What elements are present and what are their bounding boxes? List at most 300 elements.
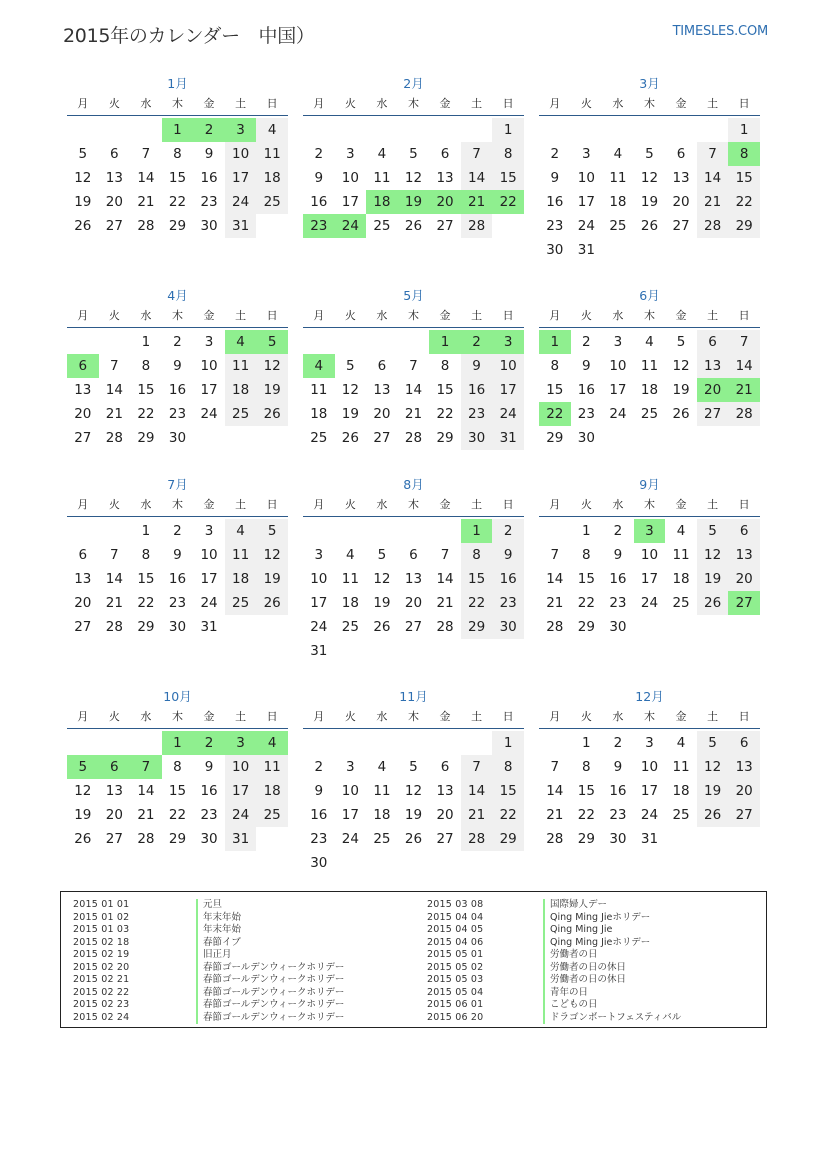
month-4 bbox=[67, 285, 288, 450]
day-cell: 24 bbox=[492, 402, 524, 426]
holiday-date: 2015 05 01 bbox=[427, 949, 484, 960]
holiday-day-cell: 20 bbox=[697, 378, 729, 402]
day-cell: 26 bbox=[404, 218, 423, 234]
day-cell: 24 bbox=[609, 406, 627, 422]
month-10 bbox=[67, 686, 288, 851]
holiday-name: 春節ゴールデンウィークホリデー bbox=[196, 962, 344, 975]
day-cell: 30 bbox=[546, 242, 564, 258]
weekday-label: 月 bbox=[77, 97, 89, 110]
day-cell: 29 bbox=[168, 831, 187, 847]
day-cell: 24 bbox=[200, 406, 218, 422]
empty-cell bbox=[697, 118, 729, 142]
weekday-label: 水 bbox=[612, 309, 624, 322]
day-cell: 6 bbox=[78, 547, 88, 563]
day-grid bbox=[67, 328, 288, 450]
day-cell: 28 bbox=[404, 430, 423, 446]
weekday-header bbox=[67, 496, 288, 517]
day-cell: 11 bbox=[672, 547, 690, 563]
day-grid bbox=[67, 116, 288, 238]
month-11 bbox=[303, 686, 524, 875]
day-cell: 23 bbox=[200, 807, 218, 823]
day-cell: 23 bbox=[492, 591, 524, 615]
day-cell: 22 bbox=[168, 807, 187, 823]
empty-cell bbox=[366, 519, 398, 543]
day-cell: 13 bbox=[728, 755, 760, 779]
day-cell: 2 bbox=[314, 146, 324, 162]
day-cell: 26 bbox=[697, 803, 729, 827]
holiday-day-cell: 21 bbox=[728, 378, 760, 402]
weekday-label: 金 bbox=[439, 309, 451, 322]
month-1 bbox=[67, 73, 288, 238]
weekday-header bbox=[539, 496, 760, 517]
day-cell: 17 bbox=[640, 571, 659, 587]
day-cell: 5 bbox=[256, 519, 288, 543]
day-cell: 30 bbox=[492, 615, 524, 639]
day-cell: 17 bbox=[609, 382, 627, 398]
day-cell: 13 bbox=[404, 571, 423, 587]
day-cell: 9 bbox=[582, 358, 591, 374]
empty-cell bbox=[602, 118, 634, 142]
day-cell: 28 bbox=[105, 430, 123, 446]
holiday-day-cell: 5 bbox=[256, 330, 288, 354]
day-cell: 16 bbox=[577, 382, 595, 398]
holiday-name: Qing Ming Jieホリデー bbox=[543, 937, 650, 950]
day-cell: 31 bbox=[225, 827, 257, 851]
day-cell: 26 bbox=[341, 430, 359, 446]
empty-cell bbox=[366, 731, 398, 755]
holiday-day-cell: 1 bbox=[461, 519, 493, 543]
weekday-label: 月 bbox=[549, 710, 561, 723]
holiday-day-cell: 3 bbox=[492, 330, 524, 354]
month-12 bbox=[539, 686, 760, 851]
weekday-label: 金 bbox=[675, 97, 687, 110]
weekday-label: 火 bbox=[344, 309, 356, 322]
day-cell: 12 bbox=[256, 543, 288, 567]
day-cell: 12 bbox=[697, 543, 729, 567]
day-cell: 29 bbox=[137, 430, 155, 446]
day-cell: 2 bbox=[492, 519, 524, 543]
day-cell: 9 bbox=[613, 759, 623, 775]
day-cell: 29 bbox=[492, 827, 524, 851]
day-cell: 18 bbox=[310, 406, 328, 422]
day-cell: 28 bbox=[546, 831, 564, 847]
day-cell: 16 bbox=[310, 194, 328, 210]
weekday-label: 水 bbox=[140, 97, 152, 110]
holiday-day-cell: 20 bbox=[429, 190, 461, 214]
holiday-day-cell: 1 bbox=[162, 118, 194, 142]
weekday-label: 水 bbox=[612, 710, 624, 723]
weekday-label: 火 bbox=[344, 97, 356, 110]
brand-link[interactable]: TIMESLES.COM bbox=[672, 24, 768, 39]
weekday-label: 木 bbox=[171, 710, 183, 723]
empty-cell bbox=[335, 118, 367, 142]
month-3 bbox=[539, 73, 760, 262]
day-cell: 8 bbox=[550, 358, 560, 374]
day-cell: 2 bbox=[173, 334, 182, 350]
day-cell: 14 bbox=[105, 382, 123, 398]
day-cell: 5 bbox=[409, 759, 418, 775]
day-cell: 16 bbox=[546, 194, 564, 210]
day-cell: 20 bbox=[105, 807, 123, 823]
weekday-label: 土 bbox=[471, 97, 483, 110]
day-cell: 15 bbox=[728, 166, 760, 190]
day-cell: 3 bbox=[346, 759, 355, 775]
day-cell: 20 bbox=[404, 595, 423, 611]
day-cell: 27 bbox=[728, 803, 760, 827]
day-cell: 29 bbox=[728, 214, 760, 238]
day-cell: 12 bbox=[341, 382, 359, 398]
weekday-header bbox=[539, 708, 760, 729]
day-cell: 23 bbox=[168, 595, 187, 611]
day-cell: 15 bbox=[168, 170, 187, 186]
day-cell: 14 bbox=[546, 571, 564, 587]
month-title: 5月 bbox=[403, 288, 424, 303]
day-cell: 12 bbox=[404, 783, 423, 799]
weekday-header bbox=[303, 307, 524, 328]
weekday-label: 金 bbox=[439, 710, 451, 723]
day-cell: 25 bbox=[225, 402, 257, 426]
day-cell: 16 bbox=[609, 571, 627, 587]
weekday-label: 火 bbox=[580, 97, 592, 110]
day-cell: 14 bbox=[404, 382, 423, 398]
day-cell: 28 bbox=[137, 218, 155, 234]
holiday-date: 2015 01 03 bbox=[73, 924, 130, 935]
month-title: 3月 bbox=[639, 76, 660, 91]
day-cell: 26 bbox=[74, 831, 92, 847]
day-cell: 13 bbox=[105, 170, 123, 186]
empty-cell bbox=[398, 330, 430, 354]
day-cell: 30 bbox=[577, 430, 595, 446]
day-cell: 17 bbox=[341, 194, 359, 210]
day-cell: 31 bbox=[640, 831, 659, 847]
weekday-label: 日 bbox=[266, 498, 278, 511]
empty-cell bbox=[665, 118, 697, 142]
day-cell: 18 bbox=[256, 779, 288, 803]
month-title: 9月 bbox=[639, 477, 660, 492]
day-cell: 5 bbox=[697, 519, 729, 543]
empty-cell bbox=[303, 118, 335, 142]
day-cell: 9 bbox=[550, 170, 560, 186]
day-cell: 23 bbox=[168, 406, 187, 422]
day-cell: 6 bbox=[409, 547, 418, 563]
month-title: 8月 bbox=[403, 477, 424, 492]
day-cell: 5 bbox=[645, 146, 654, 162]
day-cell: 9 bbox=[613, 547, 623, 563]
empty-cell bbox=[366, 330, 398, 354]
weekday-label: 月 bbox=[549, 97, 561, 110]
day-cell: 12 bbox=[74, 783, 92, 799]
holiday-name: 国際婦人デー bbox=[543, 899, 607, 912]
day-cell: 15 bbox=[436, 382, 454, 398]
day-cell: 15 bbox=[492, 779, 524, 803]
day-cell: 27 bbox=[436, 831, 454, 847]
day-cell: 12 bbox=[640, 170, 659, 186]
day-cell: 23 bbox=[546, 218, 564, 234]
day-cell: 14 bbox=[137, 170, 155, 186]
weekday-label: 月 bbox=[77, 710, 89, 723]
day-cell: 1 bbox=[728, 118, 760, 142]
weekday-label: 木 bbox=[643, 710, 655, 723]
holiday-name: Qing Ming Jie bbox=[543, 924, 612, 937]
weekday-label: 火 bbox=[580, 498, 592, 511]
month-2 bbox=[303, 73, 524, 238]
weekday-header bbox=[67, 307, 288, 328]
day-cell: 14 bbox=[105, 571, 123, 587]
day-cell: 10 bbox=[640, 759, 659, 775]
day-grid bbox=[539, 328, 760, 450]
empty-cell bbox=[67, 731, 99, 755]
day-cell: 3 bbox=[645, 735, 654, 751]
weekday-label: 日 bbox=[266, 710, 278, 723]
day-cell: 28 bbox=[137, 831, 155, 847]
holiday-day-cell: 2 bbox=[193, 118, 225, 142]
weekday-label: 土 bbox=[235, 498, 247, 511]
day-grid bbox=[67, 729, 288, 851]
day-grid bbox=[539, 116, 760, 262]
weekday-label: 火 bbox=[580, 710, 592, 723]
weekday-label: 火 bbox=[108, 309, 120, 322]
day-cell: 6 bbox=[440, 146, 450, 162]
day-cell: 3 bbox=[582, 146, 591, 162]
holiday-name: 旧正月 bbox=[196, 949, 232, 962]
day-cell: 7 bbox=[728, 330, 760, 354]
holiday-day-cell: 4 bbox=[256, 731, 288, 755]
holiday-day-cell: 1 bbox=[539, 330, 571, 354]
empty-cell bbox=[539, 519, 571, 543]
day-cell: 11 bbox=[225, 354, 257, 378]
day-cell: 8 bbox=[440, 358, 450, 374]
day-cell: 30 bbox=[200, 831, 218, 847]
day-cell: 9 bbox=[204, 146, 214, 162]
day-cell: 26 bbox=[256, 591, 288, 615]
day-cell: 28 bbox=[436, 619, 454, 635]
day-cell: 10 bbox=[200, 358, 218, 374]
empty-cell bbox=[461, 731, 493, 755]
holiday-date: 2015 03 08 bbox=[427, 899, 484, 910]
weekday-label: 金 bbox=[675, 498, 687, 511]
weekday-label: 木 bbox=[407, 498, 419, 511]
day-cell: 19 bbox=[256, 567, 288, 591]
day-grid bbox=[539, 517, 760, 639]
holiday-day-cell: 21 bbox=[461, 190, 493, 214]
empty-cell bbox=[335, 330, 367, 354]
day-cell: 24 bbox=[225, 190, 257, 214]
day-cell: 22 bbox=[137, 406, 155, 422]
weekday-label: 土 bbox=[707, 710, 719, 723]
month-title: 7月 bbox=[167, 477, 188, 492]
day-cell: 26 bbox=[672, 406, 690, 422]
day-cell: 15 bbox=[546, 382, 564, 398]
day-cell: 5 bbox=[78, 146, 88, 162]
day-cell: 11 bbox=[225, 543, 257, 567]
day-cell: 4 bbox=[346, 547, 355, 563]
day-cell: 20 bbox=[728, 567, 760, 591]
weekday-label: 日 bbox=[502, 710, 514, 723]
day-cell: 17 bbox=[200, 571, 218, 587]
day-cell: 14 bbox=[728, 354, 760, 378]
day-cell: 21 bbox=[137, 194, 155, 210]
day-cell: 17 bbox=[640, 783, 659, 799]
empty-cell bbox=[99, 731, 131, 755]
day-cell: 11 bbox=[256, 755, 288, 779]
day-cell: 11 bbox=[609, 170, 627, 186]
day-cell: 15 bbox=[577, 783, 595, 799]
month-title: 4月 bbox=[167, 288, 188, 303]
day-cell: 20 bbox=[373, 406, 391, 422]
weekday-label: 木 bbox=[171, 309, 183, 322]
day-grid bbox=[303, 729, 524, 875]
day-cell: 25 bbox=[640, 406, 659, 422]
holiday-date: 2015 02 23 bbox=[73, 999, 130, 1010]
holiday-date: 2015 06 01 bbox=[427, 999, 484, 1010]
day-cell: 21 bbox=[105, 406, 123, 422]
weekday-label: 月 bbox=[549, 309, 561, 322]
empty-cell bbox=[130, 118, 162, 142]
day-cell: 5 bbox=[676, 334, 686, 350]
day-cell: 21 bbox=[461, 803, 493, 827]
empty-cell bbox=[429, 519, 461, 543]
day-cell: 12 bbox=[672, 358, 690, 374]
day-cell: 13 bbox=[74, 571, 92, 587]
day-cell: 29 bbox=[577, 619, 595, 635]
day-cell: 13 bbox=[436, 783, 454, 799]
day-cell: 27 bbox=[436, 218, 454, 234]
weekday-header bbox=[67, 708, 288, 729]
day-cell: 9 bbox=[173, 547, 182, 563]
holiday-name: 労働者の日の休日 bbox=[543, 962, 626, 975]
day-cell: 19 bbox=[697, 779, 729, 803]
month-title: 11月 bbox=[399, 689, 428, 704]
day-cell: 23 bbox=[200, 194, 218, 210]
weekday-label: 火 bbox=[108, 498, 120, 511]
day-cell: 27 bbox=[74, 430, 92, 446]
day-cell: 26 bbox=[697, 591, 729, 615]
day-cell: 13 bbox=[697, 354, 729, 378]
day-cell: 16 bbox=[200, 783, 218, 799]
day-cell: 13 bbox=[373, 382, 391, 398]
month-5 bbox=[303, 285, 524, 450]
day-cell: 27 bbox=[697, 402, 729, 426]
day-cell: 29 bbox=[461, 615, 493, 639]
day-cell: 31 bbox=[492, 426, 524, 450]
day-cell: 29 bbox=[137, 619, 155, 635]
day-cell: 4 bbox=[613, 146, 623, 162]
holiday-day-cell: 24 bbox=[335, 214, 367, 238]
holiday-date: 2015 06 20 bbox=[427, 1011, 484, 1023]
day-cell: 25 bbox=[609, 218, 627, 234]
holiday-date: 2015 04 05 bbox=[427, 924, 484, 935]
day-cell: 15 bbox=[137, 571, 155, 587]
day-cell: 7 bbox=[110, 547, 119, 563]
day-cell: 17 bbox=[577, 194, 595, 210]
holiday-day-cell: 4 bbox=[225, 330, 257, 354]
day-cell: 11 bbox=[640, 358, 659, 374]
month-9 bbox=[539, 474, 760, 639]
day-grid bbox=[67, 517, 288, 639]
day-cell: 23 bbox=[577, 406, 595, 422]
day-cell: 20 bbox=[74, 406, 92, 422]
weekday-label: 月 bbox=[549, 498, 561, 511]
day-cell: 5 bbox=[346, 358, 355, 374]
day-cell: 21 bbox=[546, 595, 564, 611]
empty-cell bbox=[303, 519, 335, 543]
holiday-date: 2015 01 01 bbox=[73, 899, 130, 910]
day-cell: 10 bbox=[640, 547, 659, 563]
weekday-label: 水 bbox=[612, 97, 624, 110]
weekday-label: 土 bbox=[471, 710, 483, 723]
day-cell: 7 bbox=[550, 759, 560, 775]
weekday-label: 土 bbox=[707, 309, 719, 322]
day-cell: 27 bbox=[672, 218, 690, 234]
day-cell: 15 bbox=[492, 166, 524, 190]
day-cell: 30 bbox=[609, 831, 627, 847]
day-cell: 17 bbox=[492, 378, 524, 402]
holiday-day-cell: 1 bbox=[429, 330, 461, 354]
weekday-label: 土 bbox=[235, 97, 247, 110]
weekday-label: 日 bbox=[502, 309, 514, 322]
weekday-header bbox=[303, 708, 524, 729]
weekday-header bbox=[67, 95, 288, 116]
day-cell: 22 bbox=[461, 591, 493, 615]
day-cell: 7 bbox=[697, 142, 729, 166]
day-cell: 7 bbox=[409, 358, 418, 374]
day-cell: 1 bbox=[582, 735, 591, 751]
holiday-day-cell: 6 bbox=[67, 354, 99, 378]
holiday-name: 春節ゴールデンウィークホリデー bbox=[196, 1012, 344, 1025]
weekday-label: 土 bbox=[471, 498, 483, 511]
empty-cell bbox=[398, 731, 430, 755]
holiday-name: 労働者の日の休日 bbox=[543, 974, 626, 987]
day-cell: 9 bbox=[314, 170, 324, 186]
day-cell: 18 bbox=[609, 194, 627, 210]
day-cell: 10 bbox=[225, 142, 257, 166]
month-title: 10月 bbox=[163, 689, 192, 704]
day-cell: 8 bbox=[173, 146, 182, 162]
empty-cell bbox=[335, 519, 367, 543]
holiday-date: 2015 05 04 bbox=[427, 986, 484, 998]
day-cell: 23 bbox=[609, 595, 627, 611]
day-cell: 10 bbox=[341, 783, 359, 799]
day-cell: 30 bbox=[461, 426, 493, 450]
day-cell: 9 bbox=[204, 759, 214, 775]
weekday-label: 木 bbox=[407, 710, 419, 723]
holiday-name: 春節イブ bbox=[196, 937, 241, 950]
day-cell: 28 bbox=[461, 214, 493, 238]
weekday-label: 木 bbox=[643, 498, 655, 511]
day-cell: 2 bbox=[550, 146, 560, 162]
day-cell: 8 bbox=[141, 358, 151, 374]
day-cell: 4 bbox=[377, 146, 387, 162]
day-cell: 14 bbox=[137, 783, 155, 799]
day-grid bbox=[539, 729, 760, 851]
day-cell: 3 bbox=[613, 334, 623, 350]
holiday-name: 春節ゴールデンウィークホリデー bbox=[196, 974, 344, 987]
empty-cell bbox=[99, 118, 131, 142]
empty-cell bbox=[67, 118, 99, 142]
day-cell: 18 bbox=[640, 382, 659, 398]
day-cell: 21 bbox=[697, 190, 729, 214]
day-cell: 12 bbox=[373, 571, 391, 587]
day-cell: 28 bbox=[546, 619, 564, 635]
holiday-day-cell: 2 bbox=[193, 731, 225, 755]
weekday-label: 金 bbox=[439, 498, 451, 511]
day-cell: 13 bbox=[672, 170, 690, 186]
day-cell: 19 bbox=[74, 194, 92, 210]
weekday-label: 月 bbox=[313, 309, 325, 322]
day-cell: 24 bbox=[640, 595, 659, 611]
holiday-date: 2015 02 24 bbox=[73, 1011, 130, 1023]
day-cell: 27 bbox=[74, 619, 92, 635]
